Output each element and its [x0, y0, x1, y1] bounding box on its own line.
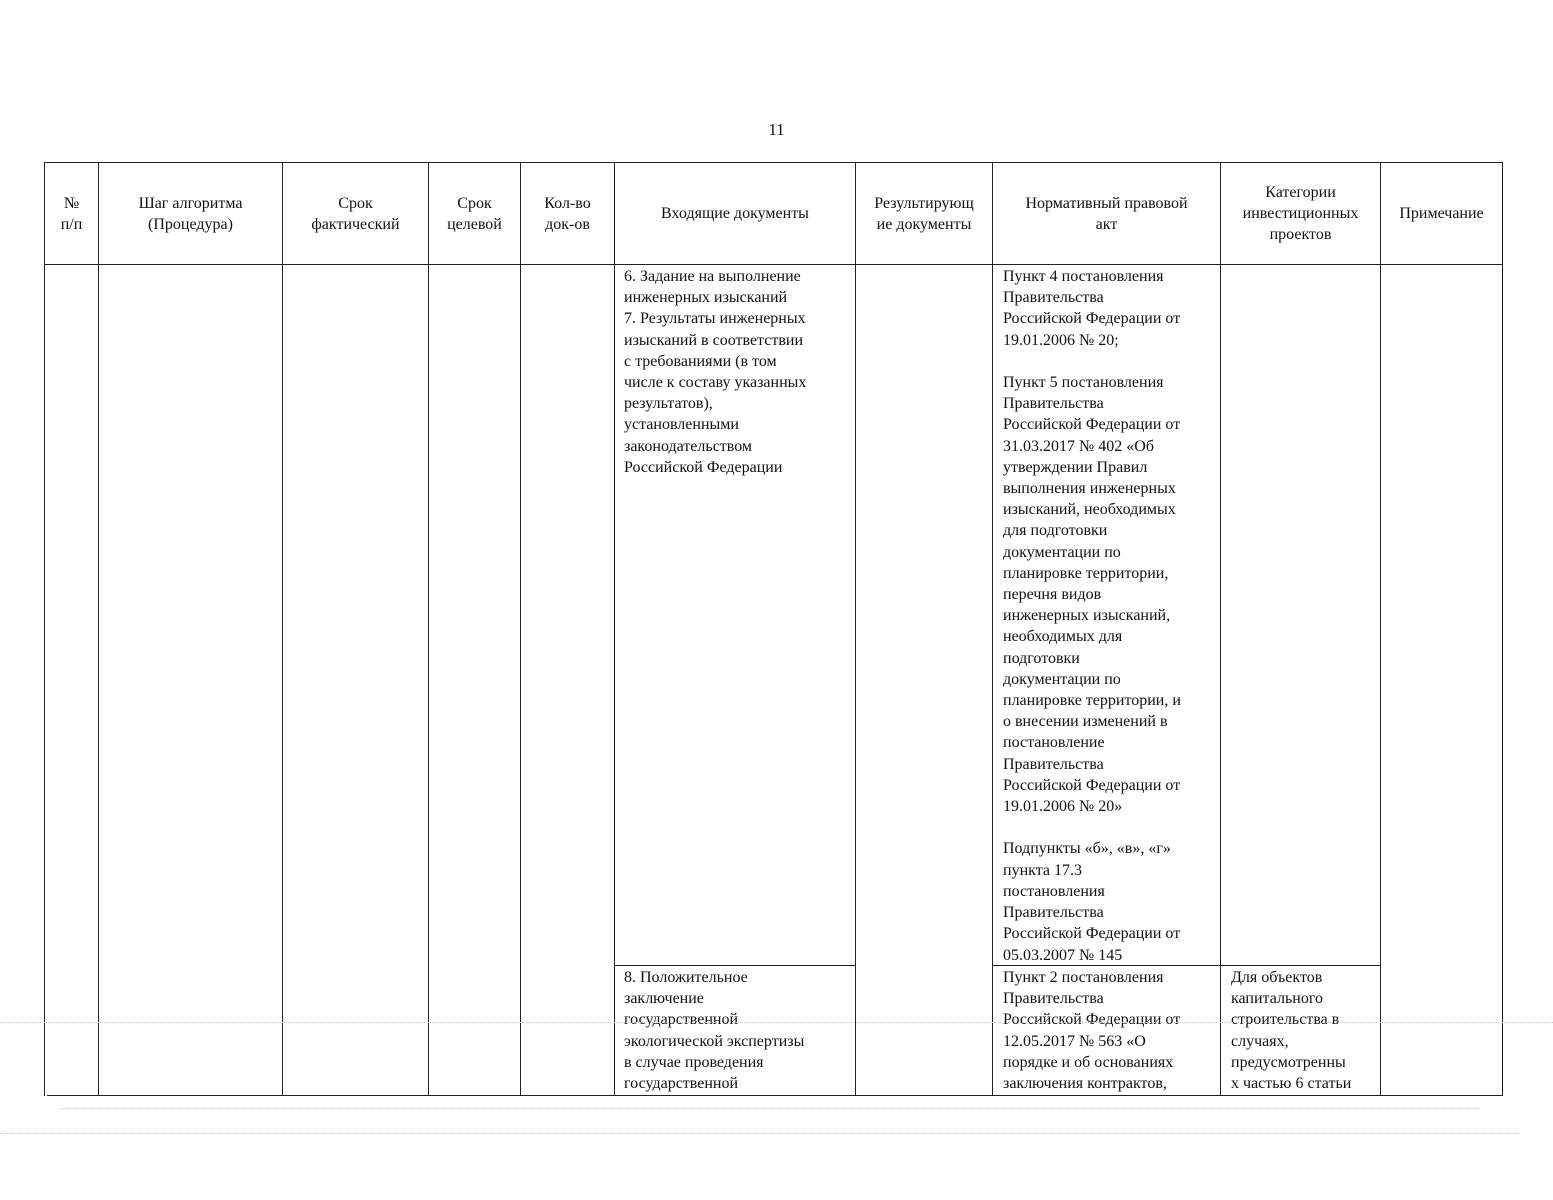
header-legal-act: Нормативный правовой акт	[1025, 194, 1188, 233]
page-number: 11	[768, 120, 785, 139]
row-separator	[614, 965, 855, 966]
column-divider	[282, 162, 283, 1096]
row-2-categories: Для объектов капитального строительства в случаях, предусмотренны х частью 6 статьи	[1231, 969, 1352, 1093]
header-num: № п/п	[60, 194, 83, 233]
column-divider	[992, 162, 993, 1096]
table-bottom-border	[47, 1095, 1503, 1096]
header-input-docs: Входящие документы	[661, 205, 809, 222]
header-categories: Категории инвестиционных проектов	[1242, 184, 1359, 243]
column-divider	[614, 162, 615, 1096]
row-2-legal-act: Пункт 2 постановления Правительства Российской Федерации от 12.05.2017 № 563 «О порядке и об основаниях заключения контрактов,	[1003, 969, 1181, 1093]
header-actual-term: Срок фактический	[311, 194, 400, 233]
row-1-input-docs: 6. Задание на выполнение инженерных изысканий 7. Результаты инженерных изысканий в соответствии с требованиями (в том числе к составу указанных результатов), установленными законодательством Российской Федерации	[624, 268, 807, 476]
scan-artifact	[0, 1022, 1553, 1023]
scan-artifact	[60, 1108, 1480, 1109]
header-target-term: Срок целевой	[447, 194, 502, 233]
header-doc-count: Кол-во док-ов	[544, 194, 591, 233]
column-divider	[44, 162, 45, 1096]
row-1-legal-act: Пункт 4 постановления Правительства Российской Федерации от 19.01.2006 № 20; Пункт 5 постановления Правительства Российской Федерации от 31.03.2017 № 402 «Об утверждении Правил выполнения инженерных изысканий, необходимых для подготовки документации по планировке территории, перечня видов инженерных изысканий, необходимых для подготовки документации по планировке территории, и о внесении изменений в постановление Правительства Российской Федерации от 19.01.2006 № 20» Подпункты «б», «в», «г» пункта 17.3 постановления Правительства Российской Федерации от 05.03.2007 № 145	[1003, 268, 1181, 964]
header-step: Шаг алгоритма (Процедура)	[138, 194, 243, 233]
column-divider	[520, 162, 521, 1096]
column-divider	[428, 162, 429, 1096]
header-note: Примечание	[1399, 205, 1484, 222]
column-divider	[855, 162, 856, 1096]
header-result-docs: Результирующ ие документы	[874, 194, 974, 233]
column-divider	[1220, 162, 1221, 1096]
column-divider	[98, 162, 99, 1096]
header-bottom-border	[44, 264, 1503, 265]
row-2-input-docs: 8. Положительное заключение государственной экологической экспертизы в случае проведения государственной	[624, 969, 805, 1093]
scan-artifact	[0, 1133, 1520, 1134]
column-divider	[1380, 162, 1381, 1096]
column-divider	[1502, 162, 1503, 1096]
